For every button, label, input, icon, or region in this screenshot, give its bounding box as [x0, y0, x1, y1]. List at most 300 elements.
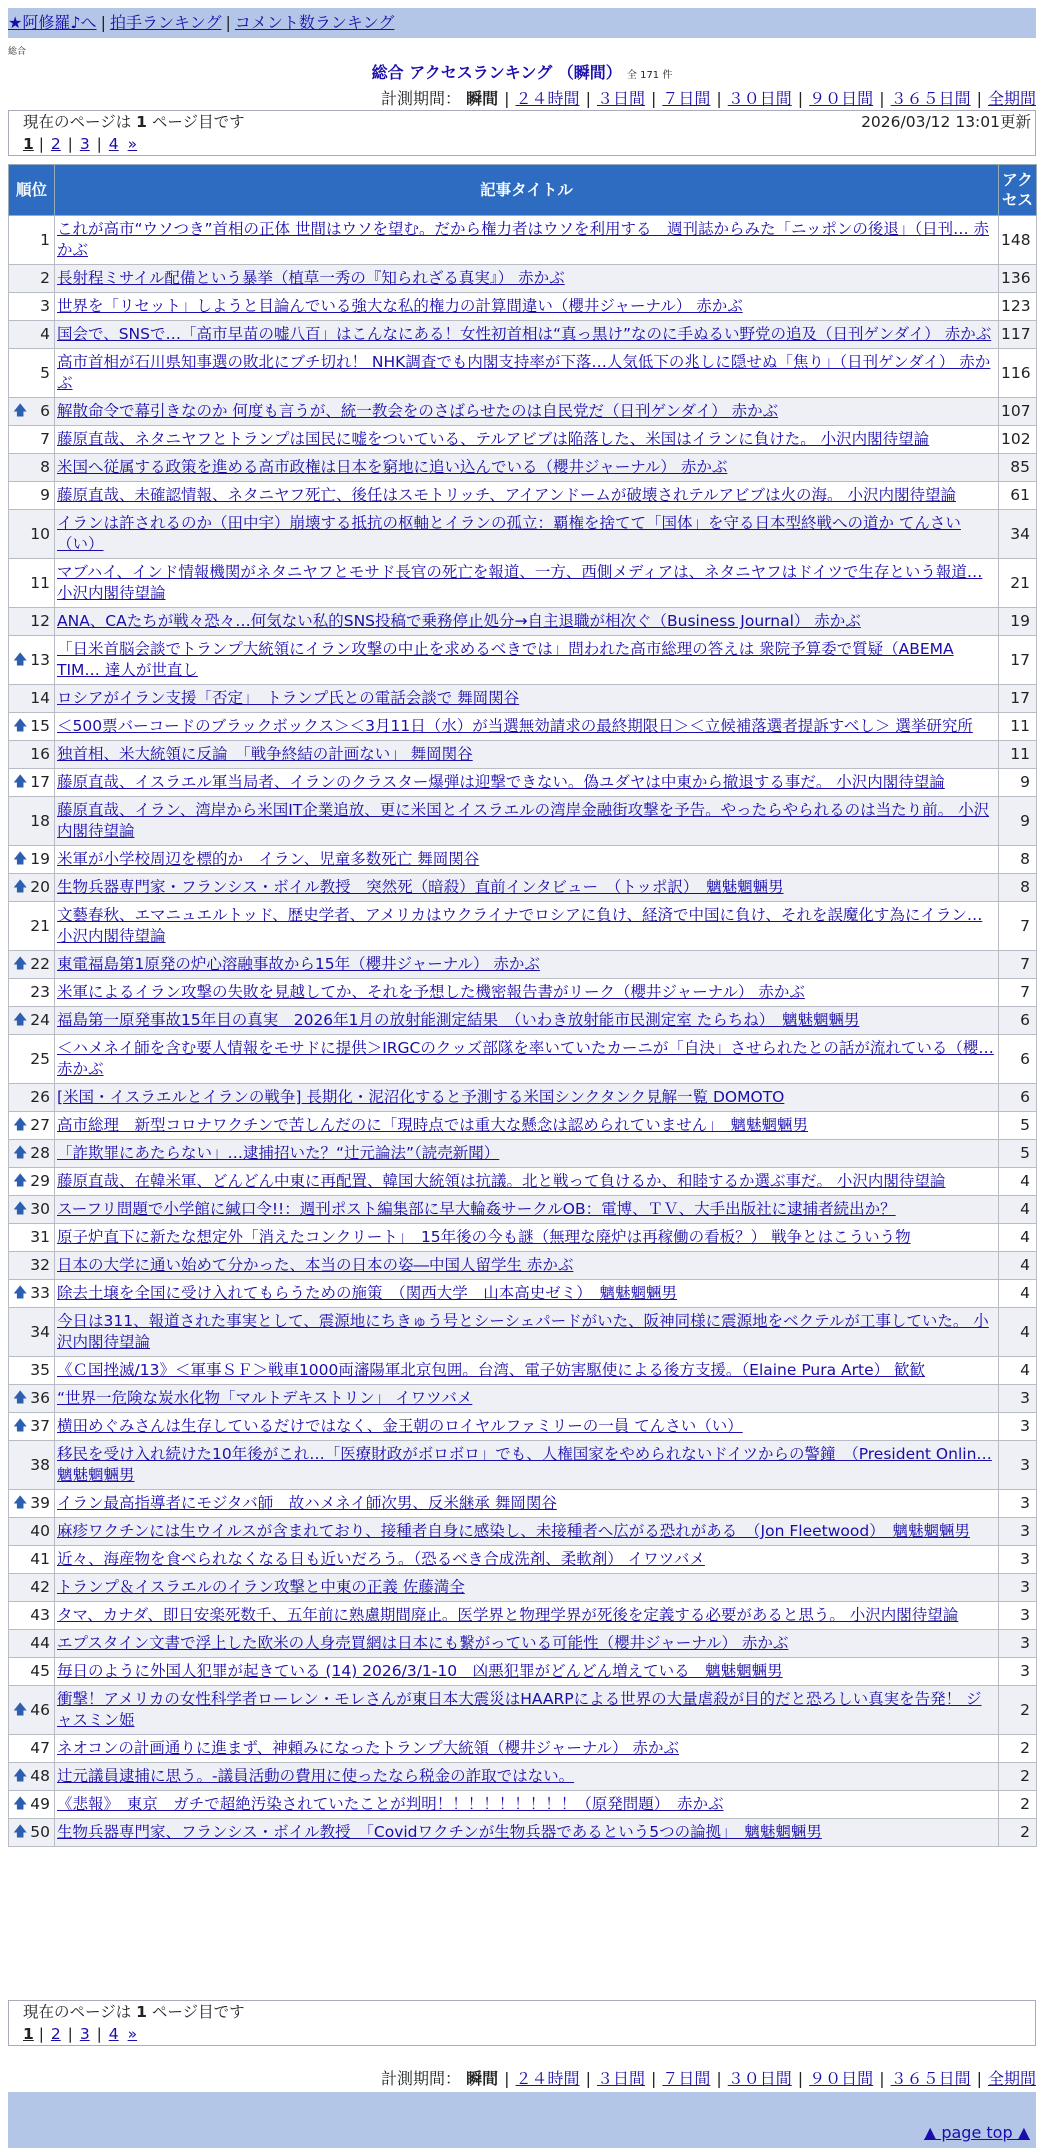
article-link[interactable]: 移民を受け入れ続けた10年後がこれ…「医療財政がボロボロ」でも、人権国家をやめられないドイツからの警鐘 （President Onlin… 魑魅魍魎男 [57, 1445, 992, 1484]
rank-number: 21 [30, 916, 50, 935]
article-link[interactable]: 藤原直哉、イラン、湾岸から米国IT企業追放、更に米国とイスラエルの湾岸金融街攻撃を予告。やったらやられるのは当たり前。 小沢内閣待望論 [57, 801, 990, 840]
article-link[interactable]: 衝撃！アメリカの女性科学者ローレン・モレさんが東日本大震災はHAARPによる世界の大量虐殺が目的だと恐ろしい真実を告発！ ジャスミン姫 [57, 1690, 982, 1729]
footer-bar [8, 2092, 1036, 2118]
rank-number: 40 [30, 1522, 50, 1540]
top-nav-bar: ★阿修羅♪へ | 拍手ランキング | コメント数ランキング [8, 8, 1036, 38]
table-row [9, 1413, 1037, 1441]
article-link[interactable]: 生物兵器専門家、フランシス・ボイル教授 「Covidワクチンが生物兵器であるという5つの論拠」 魑魅魍魎男 [57, 1823, 822, 1841]
article-link[interactable]: 米国へ従属する政策を進める高市政権は日本を窮地に追い込んでいる（櫻井ジャーナル） 赤かぶ [57, 458, 728, 476]
rank-cell [9, 797, 55, 846]
access-count: 136 [999, 265, 1037, 293]
access-count: 21 [999, 559, 1037, 608]
category-label: 総合 [8, 47, 27, 57]
period-all[interactable]: 全期間 [987, 2069, 1036, 2088]
article-link[interactable]: ＜ハメネイ師を含む要人情報をモサドに提供＞IRGCのクッズ部隊を率いていたカーニが「自決」させられたとの話が流れている（櫻… 赤かぶ [57, 1039, 994, 1078]
article-link[interactable]: 除去土壌を全国に受け入れてもらうための施策 （関西大学 山本高史ゼミ） 魑魅魍魎男 [57, 1284, 678, 1302]
access-count: 11 [999, 713, 1037, 741]
title-cell [55, 1546, 999, 1574]
rank-number: 8 [40, 458, 50, 476]
article-link[interactable]: 藤原直哉、未確認情報、ネタニヤフ死亡、後任はスモトリッチ、アイアンドームが破壊されテルアビブは火の海。 小沢内閣待望論 [57, 486, 956, 504]
title-cell [55, 797, 999, 846]
article-link[interactable]: 世界を「リセット」しようと目論んでいる強大な私的権力の計算間違い（櫻井ジャーナル） 赤かぶ [57, 297, 743, 315]
rank-cell [9, 1791, 55, 1819]
table-row [9, 1140, 1037, 1168]
ranking-table [8, 164, 1037, 1847]
table-row [9, 608, 1037, 636]
home-link[interactable]: ★阿修羅♪へ [8, 13, 97, 32]
rank-up-icon: 🡅 [13, 1418, 28, 1434]
article-link[interactable]: 原子炉直下に新たな想定外「消えたコンクリート」 15年後の今も謎（無理な廃炉は再稼働の看板？） 戦争とはこういう物 [57, 1228, 911, 1246]
access-count: 6 [999, 1007, 1037, 1035]
rank-up-icon: 🡅 [13, 1201, 28, 1217]
rank-cell [9, 1084, 55, 1112]
applause-ranking-link[interactable]: 拍手ランキング [109, 13, 222, 32]
article-link[interactable]: 米軍によるイラン攻撃の失敗を見越してか、それを予想した機密報告書がリーク（櫻井ジャーナル） 赤かぶ [57, 983, 805, 1001]
access-count: 4 [999, 1308, 1037, 1357]
table-row [9, 979, 1037, 1007]
rank-number: 11 [30, 573, 50, 592]
rank-number: 6 [40, 402, 50, 420]
period-365d[interactable]: ３６５日間 [890, 89, 971, 108]
rank-number: 38 [30, 1455, 50, 1474]
access-count: 6 [999, 1084, 1037, 1112]
article-link[interactable]: 福島第一原発事故15年目の真実 2026年1月の放射能測定結果 （いわき放射能市民測定室 たらちね） 魑魅魍魎男 [57, 1011, 860, 1029]
rank-up-icon: 🡅 [13, 1495, 28, 1511]
access-count: 3 [999, 1490, 1037, 1518]
rank-cell [9, 1518, 55, 1546]
article-link[interactable]: 横田めぐみさんは生存しているだけではなく、金王朝のロイヤルファミリーの一員 てんさい（い） [57, 1417, 743, 1435]
pager-bottom: 1 | 2 | 3 | 4 » [23, 2025, 138, 2043]
period-30d[interactable]: ３０日間 [727, 89, 792, 108]
table-row [9, 769, 1037, 797]
rank-number: 4 [40, 325, 50, 343]
rank-number: 26 [30, 1088, 50, 1106]
table-row [9, 1490, 1037, 1518]
title-cell [55, 216, 999, 265]
rank-up-icon: 🡅 [13, 1390, 28, 1406]
rank-number: 22 [30, 955, 50, 973]
rank-up-icon: 🡅 [13, 1796, 28, 1812]
table-row [9, 1112, 1037, 1140]
rank-cell [9, 1602, 55, 1630]
table-row [9, 1602, 1037, 1630]
table-row [9, 741, 1037, 769]
rank-cell [9, 1357, 55, 1385]
title-cell [55, 1385, 999, 1413]
title-cell [55, 1252, 999, 1280]
rank-number: 9 [40, 486, 50, 504]
article-link[interactable]: ANA、CAたちが戦々恐々…何気ない私的SNS投稿で乗務停止処分→自主退職が相次ぐ（Business Journal） 赤かぶ [57, 612, 861, 630]
table-row [9, 846, 1037, 874]
rank-number: 37 [30, 1417, 50, 1435]
table-row [9, 1084, 1037, 1112]
rank-up-icon: 🡅 [13, 1173, 28, 1189]
page-info-number: 1 [136, 2003, 147, 2021]
ranking-rows [9, 216, 1037, 1847]
rank-number: 13 [30, 650, 50, 669]
rank-cell [9, 713, 55, 741]
article-link[interactable]: 「詐欺罪にあたらない」…逮捕招いた？“辻元論法”（読売新聞） [57, 1144, 500, 1162]
title-cell [55, 713, 999, 741]
title-cell [55, 769, 999, 797]
period-3d[interactable]: ３日間 [596, 89, 645, 108]
access-count: 3 [999, 1602, 1037, 1630]
rank-cell [9, 608, 55, 636]
table-row [9, 685, 1037, 713]
article-link[interactable]: 藤原直哉、イスラエル軍当局者、イランのクラスター爆弾は迎撃できない。偽ユダヤは中東から撤退する事だ。 小沢内閣待望論 [57, 773, 945, 791]
title-cell [55, 846, 999, 874]
article-link[interactable]: 藤原直哉、在韓米軍、どんどん中東に再配置、韓国大統領は抗議。北と戦って負けるか、和睦するか選ぶ事だ。 小沢内閣待望論 [57, 1172, 946, 1190]
title-cell [55, 1602, 999, 1630]
pager-current: 1 [23, 2025, 34, 2043]
article-link[interactable]: タマ、カナダ、即日安楽死数千、五年前に熟慮期間廃止。医学界と物理学界が死後を定義する必要があると思う。 小沢内閣待望論 [57, 1606, 959, 1624]
rank-cell [9, 1112, 55, 1140]
rank-number: 14 [30, 689, 50, 707]
title-cell [55, 1196, 999, 1224]
rank-number: 28 [30, 1144, 50, 1162]
rank-number: 33 [30, 1284, 50, 1302]
table-header [9, 165, 1037, 216]
rank-cell [9, 293, 55, 321]
title-cell [55, 1686, 999, 1735]
page-top-link[interactable]: ▲ page top ▲ [924, 2118, 1030, 2148]
period-90d[interactable]: ９０日間 [809, 2069, 874, 2088]
access-count: 11 [999, 741, 1037, 769]
rank-cell [9, 685, 55, 713]
title-cell [55, 559, 999, 608]
article-link[interactable]: “世界一危険な炭水化物「マルトデキストリン」 イワツバメ [57, 1389, 473, 1407]
title-cell [55, 1140, 999, 1168]
col-title-header: 記事タイトル [55, 165, 999, 216]
rank-number: 12 [30, 612, 50, 630]
title-cell [55, 1735, 999, 1763]
rank-cell [9, 979, 55, 1007]
access-count: 3 [999, 1518, 1037, 1546]
rank-cell [9, 1385, 55, 1413]
access-count: 2 [999, 1735, 1037, 1763]
title-cell [55, 482, 999, 510]
table-row [9, 636, 1037, 685]
table-row [9, 1441, 1037, 1490]
title-cell [55, 1084, 999, 1112]
access-count: 17 [999, 636, 1037, 685]
title-cell [55, 1035, 999, 1084]
table-row [9, 1196, 1037, 1224]
title-cell [55, 902, 999, 951]
rank-cell [9, 1035, 55, 1084]
table-row [9, 216, 1037, 265]
access-count: 8 [999, 846, 1037, 874]
rank-cell [9, 265, 55, 293]
article-link[interactable]: 《悲報》 東京 ガチで超絶汚染されていたことが判明！！！！！！！！！（原発問題） 赤かぶ [57, 1795, 724, 1813]
rank-cell [9, 559, 55, 608]
article-link[interactable]: 解散命令で幕引きなのか 何度も言うが、統一教会をのさばらせたのは自民党だ（日刊ゲンダイ） 赤かぶ [57, 402, 779, 420]
access-count: 3 [999, 1385, 1037, 1413]
rank-up-icon: 🡅 [13, 1285, 28, 1301]
rank-number: 50 [30, 1823, 50, 1841]
article-link[interactable]: 「日米首脳会談でトランプ大統領にイラン攻撃の中止を求めるべきでは」問われた高市総理の答えは 衆院予算委で質疑（ABEMA TIM… 達人が世直し [57, 640, 954, 679]
title-cell [55, 1763, 999, 1791]
table-row [9, 1630, 1037, 1658]
rank-cell [9, 398, 55, 426]
access-count: 3 [999, 1658, 1037, 1686]
ranking-title: 総合 アクセスランキング （瞬間） [371, 63, 622, 82]
period-label: 計測期間： [381, 2069, 462, 2088]
access-count: 5 [999, 1140, 1037, 1168]
pager-page-2[interactable]: 2 [50, 2025, 61, 2043]
article-link[interactable]: 近々、海産物を食べられなくなる日も近いだろう。（恐るべき合成洗剤、柔軟剤） イワツバメ [57, 1550, 705, 1568]
access-count: 19 [999, 608, 1037, 636]
rank-number: 32 [30, 1256, 50, 1274]
access-count: 2 [999, 1686, 1037, 1735]
rank-up-icon: 🡅 [13, 403, 28, 419]
table-row [9, 293, 1037, 321]
table-row [9, 1546, 1037, 1574]
rank-cell [9, 1490, 55, 1518]
table-row [9, 426, 1037, 454]
article-link[interactable]: ロシアがイラン支援「否定」 トランプ氏との電話会談で 舞岡関谷 [57, 689, 520, 707]
article-link[interactable]: ネオコンの計画通りに進まず、神頼みになったトランプ大統領（櫻井ジャーナル） 赤かぶ [57, 1739, 679, 1757]
rank-cell [9, 1308, 55, 1357]
rank-cell [9, 1630, 55, 1658]
article-link[interactable]: 毎日のように外国人犯罪が起きている (14) 2026/3/1-10 凶悪犯罪がどんどん増えている 魑魅魍魎男 [57, 1662, 783, 1680]
rank-cell [9, 1686, 55, 1735]
rank-cell [9, 1658, 55, 1686]
table-row [9, 951, 1037, 979]
table-row [9, 1819, 1037, 1847]
access-count: 102 [999, 426, 1037, 454]
access-count: 3 [999, 1546, 1037, 1574]
rank-number: 15 [30, 717, 50, 735]
article-link[interactable]: 生物兵器専門家・フランシス・ボイル教授 突然死（暗殺）直前インタビュー （トッポ訳） 魑魅魍魎男 [57, 878, 784, 896]
article-link[interactable]: 長射程ミサイル配備という暴挙（植草一秀の『知られざる真実』） 赤かぶ [57, 269, 565, 287]
article-link[interactable]: エプスタイン文書で浮上した欧米の人身売買網は日本にも繋がっている可能性（櫻井ジャーナル） 赤かぶ [57, 1634, 789, 1652]
rank-number: 45 [30, 1662, 50, 1680]
rank-number: 36 [30, 1389, 50, 1407]
table-row [9, 1735, 1037, 1763]
table-row [9, 1385, 1037, 1413]
title-cell [55, 426, 999, 454]
page-info-suffix: ページ目です [151, 2003, 245, 2021]
rank-cell [9, 1196, 55, 1224]
rank-cell [9, 482, 55, 510]
title-cell [55, 349, 999, 398]
rank-number: 31 [30, 1228, 50, 1246]
period-current: 瞬間 [466, 89, 499, 108]
title-cell [55, 1357, 999, 1385]
rank-cell [9, 321, 55, 349]
rank-cell [9, 1546, 55, 1574]
rank-up-icon: 🡅 [13, 879, 28, 895]
pager-next[interactable]: » [127, 135, 138, 153]
article-link[interactable]: 今日は311、報道された事実として、震源地にちきゅう号とシーシェパードがいた、阪神同様に震源地をベクテルが工事していた。 小沢内閣待望論 [57, 1312, 989, 1351]
table-row [9, 1357, 1037, 1385]
title-cell [55, 510, 999, 559]
rank-number: 18 [30, 811, 50, 830]
period-selector-top: 計測期間： 瞬間 | ２４時間 | ３日間 | ７日間 | ３０日間 | ９０日間 | ３６５日間 | 全期間 [381, 89, 1036, 108]
rank-cell [9, 1168, 55, 1196]
article-link[interactable]: 辻元議員逮捕に思う。-議員活動の費用に使ったなら税金の詐取ではない。 [57, 1767, 575, 1785]
article-link[interactable]: 文藝春秋、エマニュエルトッド、歴史学者、アメリカはウクライナでロシアに負け、経済で中国に負け、それを誤魔化す為にイラン… 小沢内閣待望論 [57, 906, 983, 945]
table-row [9, 1574, 1037, 1602]
col-access-header: アクセス [999, 165, 1037, 216]
title-cell [55, 1819, 999, 1847]
article-link[interactable]: マブハイ、インド情報機関がネタニヤフとモサド長官の死亡を報道、一方、西側メディアは、ネタニヤフはドイツで生存という報道… 小沢内閣待望論 [57, 563, 983, 602]
updated-timestamp: 2026/03/12 13:01更新 [861, 113, 1031, 131]
title-cell [55, 1490, 999, 1518]
table-row [9, 1518, 1037, 1546]
table-row [9, 398, 1037, 426]
table-row [9, 1035, 1037, 1084]
access-count: 116 [999, 349, 1037, 398]
access-count: 8 [999, 874, 1037, 902]
title-cell [55, 1630, 999, 1658]
rank-number: 7 [40, 430, 50, 448]
rank-number: 20 [30, 878, 50, 896]
rank-cell [9, 1763, 55, 1791]
rank-cell [9, 1413, 55, 1441]
rank-cell [9, 846, 55, 874]
article-link[interactable]: 高市首相が石川県知事選の敗北にブチ切れ！ NHK調査でも内閣支持率が下落…人気低下の兆しに隠せぬ「焦り」（日刊ゲンダイ） 赤かぶ [57, 353, 991, 392]
period-30d[interactable]: ３０日間 [727, 2069, 792, 2088]
rank-number: 16 [30, 745, 50, 763]
rank-cell [9, 1735, 55, 1763]
table-row [9, 1791, 1037, 1819]
title-cell [55, 265, 999, 293]
period-24h[interactable]: ２４時間 [515, 89, 580, 108]
article-link[interactable]: 藤原直哉、ネタニヤフとトランプは国民に嘘をついている、テルアビブは陥落した、米国はイランに負けた。 小沢内閣待望論 [57, 430, 930, 448]
pager-page-3[interactable]: 3 [79, 135, 90, 153]
article-link[interactable]: 東電福島第1原発の炉心溶融事故から15年（櫻井ジャーナル） 赤かぶ [57, 955, 540, 973]
access-count: 4 [999, 1252, 1037, 1280]
access-count: 2 [999, 1763, 1037, 1791]
rank-number: 39 [30, 1494, 50, 1512]
table-row [9, 482, 1037, 510]
pager-next[interactable]: » [127, 2025, 138, 2043]
article-link[interactable]: 独首相、米大統領に反論 「戦争終結の計画ない」 舞岡関谷 [57, 745, 473, 763]
rank-up-icon: 🡅 [13, 1117, 28, 1133]
period-24h[interactable]: ２４時間 [515, 2069, 580, 2088]
rank-cell [9, 874, 55, 902]
article-link[interactable]: ＜500票バーコードのブラックボックス＞＜3月11日（水）が当選無効請求の最終期限日＞＜立候補落選者提訴すべし＞ 選挙研究所 [57, 717, 973, 735]
period-7d[interactable]: ７日間 [662, 89, 711, 108]
rank-number: 5 [40, 363, 50, 382]
pager-page-4[interactable]: 4 [108, 135, 119, 153]
table-row [9, 1280, 1037, 1308]
rank-number: 27 [30, 1116, 50, 1134]
article-link[interactable]: トランプ＆イスラエルのイラン攻撃と中東の正義 佐藤満全 [57, 1578, 465, 1596]
title-cell [55, 1413, 999, 1441]
article-link[interactable]: 麻疹ワクチンには生ウイルスが含まれており、接種者自身に感染し、未接種者へ広がる恐れがある （Jon Fleetwood） 魑魅魍魎男 [57, 1522, 970, 1540]
rank-cell [9, 349, 55, 398]
rank-number: 17 [30, 773, 50, 791]
page-title [0, 60, 1044, 83]
rank-cell [9, 426, 55, 454]
access-count: 3 [999, 1441, 1037, 1490]
rank-cell [9, 1280, 55, 1308]
table-row [9, 349, 1037, 398]
access-count: 17 [999, 685, 1037, 713]
article-link[interactable]: これが高市“ウソつき”首相の正体 世間はウソを望む。だから権力者はウソを利用する 週刊誌からみた「ニッポンの後退」（日刊… 赤かぶ [57, 220, 990, 259]
rank-number: 34 [30, 1322, 50, 1341]
rank-cell [9, 636, 55, 685]
article-link[interactable]: 《Ｃ国挫滅/13》＜軍事ＳＦ＞戦車1000両瀋陽軍北京包囲。台湾、電子妨害駆使による後方支援。（Elaine Pura Arte） 歓歓 [57, 1361, 926, 1379]
access-count: 3 [999, 1413, 1037, 1441]
period-3d[interactable]: ３日間 [596, 2069, 645, 2088]
rank-number: 48 [30, 1767, 50, 1785]
rank-up-icon: 🡅 [13, 718, 28, 734]
period-365d[interactable]: ３６５日間 [890, 2069, 971, 2088]
access-count: 9 [999, 769, 1037, 797]
rank-cell [9, 1224, 55, 1252]
rank-cell [9, 769, 55, 797]
rank-up-icon: 🡅 [13, 1768, 28, 1784]
article-link[interactable]: 米軍が小学校周辺を標的か イラン、児童多数死亡 舞岡関谷 [57, 850, 480, 868]
table-row [9, 559, 1037, 608]
page-info-bottom [8, 2000, 1036, 2046]
table-row [9, 1308, 1037, 1357]
title-cell [55, 1441, 999, 1490]
rank-cell [9, 741, 55, 769]
period-all[interactable]: 全期間 [987, 89, 1036, 108]
access-count: 3 [999, 1630, 1037, 1658]
title-cell [55, 1280, 999, 1308]
table-row [9, 1007, 1037, 1035]
rank-number: 47 [30, 1739, 50, 1757]
period-current: 瞬間 [466, 2069, 499, 2088]
pager-page-2[interactable]: 2 [50, 135, 61, 153]
access-count: 9 [999, 797, 1037, 846]
page-info-prefix: 現在のページは [23, 2003, 132, 2021]
period-7d[interactable]: ７日間 [662, 2069, 711, 2088]
title-cell [55, 636, 999, 685]
pager-page-3[interactable]: 3 [79, 2025, 90, 2043]
title-cell [55, 1308, 999, 1357]
rank-number: 44 [30, 1634, 50, 1652]
title-cell [55, 874, 999, 902]
rank-number: 25 [30, 1049, 50, 1068]
article-link[interactable]: 高市総理 新型コロナワクチンで苦しんだのに「現時点では重大な懸念は認められていません」 魑魅魍魎男 [57, 1116, 808, 1134]
period-label: 計測期間： [381, 89, 462, 108]
col-rank-header: 順位 [9, 165, 55, 216]
rank-cell [9, 454, 55, 482]
table-row [9, 1686, 1037, 1735]
title-cell [55, 293, 999, 321]
rank-up-icon: 🡅 [13, 1824, 28, 1840]
title-cell [55, 398, 999, 426]
pager-current: 1 [23, 135, 34, 153]
article-link[interactable]: スーフリ問題で小学館に緘口令!!：週刊ポスト編集部に早大輪姦サークルOB：電博、ＴＶ、大手出版社に逮捕者続出か？ [57, 1200, 896, 1218]
access-count: 4 [999, 1357, 1037, 1385]
article-link[interactable]: イラン最高指導者にモジタバ師 故ハメネイ師次男、反米継承 舞岡関谷 [57, 1494, 557, 1512]
pager-page-4[interactable]: 4 [108, 2025, 119, 2043]
title-cell [55, 1112, 999, 1140]
article-link[interactable]: イランは許されるのか（田中宇）崩壊する抵抗の枢軸とイランの孤立：覇権を捨てて「国体」を守る日本型終戦への道か てんさい（い） [57, 514, 961, 553]
access-count: 85 [999, 454, 1037, 482]
table-row [9, 321, 1037, 349]
comment-ranking-link[interactable]: コメント数ランキング [234, 13, 395, 32]
access-count: 5 [999, 1112, 1037, 1140]
article-link[interactable]: 日本の大学に通い始めて分かった、本当の日本の姿―中国人留学生 赤かぶ [57, 1256, 574, 1274]
rank-up-icon: 🡅 [13, 1701, 28, 1718]
article-link[interactable]: [米国・イスラエルとイランの戦争] 長期化・泥沼化すると予測する米国シンクタンク見解一覧 DOMOTO [57, 1088, 785, 1106]
period-90d[interactable]: ９０日間 [809, 89, 874, 108]
table-row [9, 713, 1037, 741]
pager-top: 1 | 2 | 3 | 4 » [23, 135, 138, 153]
title-cell [55, 685, 999, 713]
article-link[interactable]: 国会で、SNSで…「高市早苗の嘘八百」はこんなにある！女性初首相は“真っ黒け”なのに手ぬるい野党の追及（日刊ゲンダイ） 赤かぶ [57, 325, 992, 343]
access-count: 7 [999, 979, 1037, 1007]
